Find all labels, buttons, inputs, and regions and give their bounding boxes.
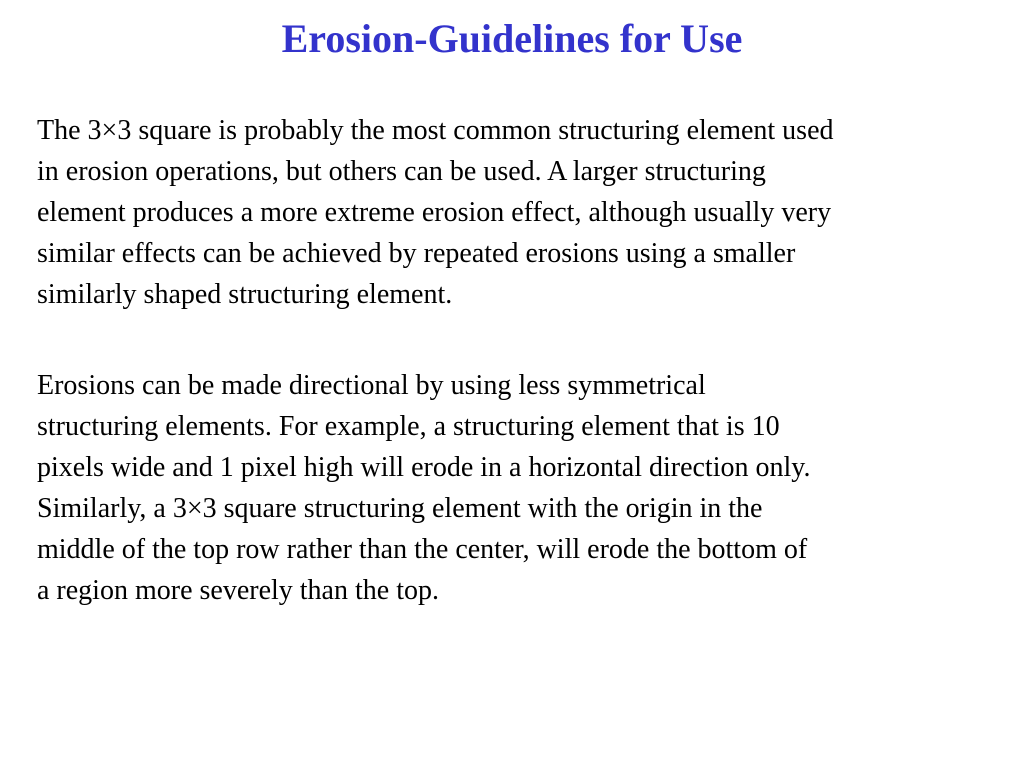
paragraph-directional-erosion — [37, 365, 1012, 611]
paragraph-structuring-element-size — [37, 110, 1012, 315]
paragraph-line: Similarly, a 3×3 square structuring element with the origin in the — [37, 493, 763, 524]
paragraph-line: in erosion operations, but others can be used. A larger structuring — [37, 156, 766, 187]
paragraph-line: similarly shaped structuring element. — [37, 279, 453, 310]
paragraph-line: element produces a more extreme erosion effect, although usually very — [37, 197, 832, 228]
paragraph-line: The 3×3 square is probably the most common structuring element used — [37, 115, 834, 146]
paragraph-line: middle of the top row rather than the center, will erode the bottom of — [37, 534, 808, 565]
paragraph-line: structuring elements. For example, a structuring element that is 10 — [37, 411, 780, 442]
paragraph-line: a region more severely than the top. — [37, 575, 439, 606]
paragraph-line: Erosions can be made directional by using less symmetrical — [37, 370, 706, 401]
paragraph-line: similar effects can be achieved by repeated erosions using a smaller — [37, 238, 796, 269]
paragraph-line: pixels wide and 1 pixel high will erode in a horizontal direction only. — [37, 452, 811, 483]
slide-title: Erosion-Guidelines for Use — [281, 16, 743, 61]
